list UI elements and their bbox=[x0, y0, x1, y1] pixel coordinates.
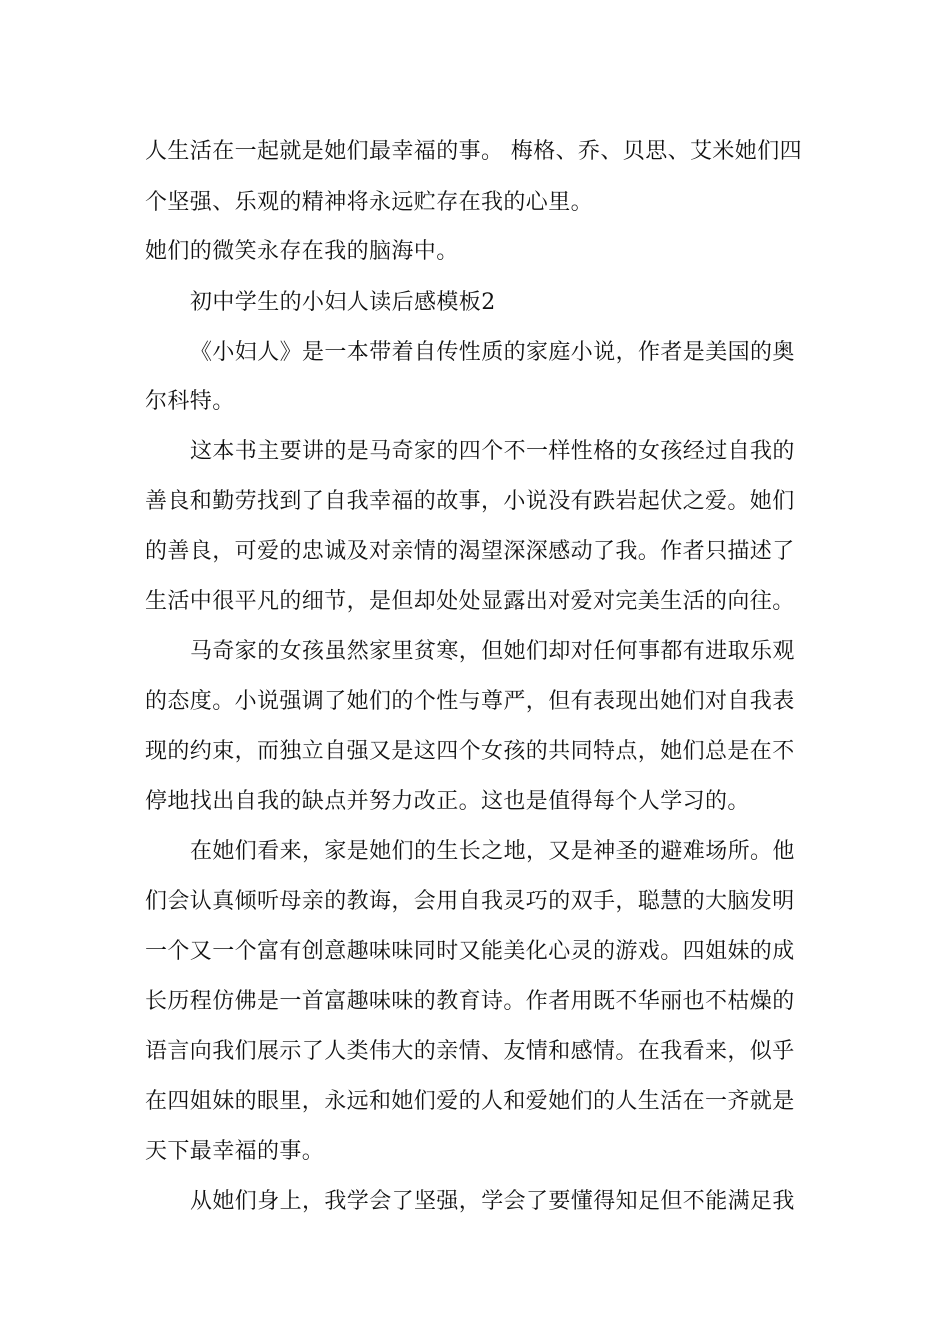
paragraph-line: 生活中很平凡的细节，是但却处处显露出对爱对完美生活的向往。 bbox=[145, 589, 795, 614]
paragraph-line: 天下最幸福的事。 bbox=[145, 1139, 325, 1164]
text-line: 个坚强、乐观的精神将永远贮存在我的心里。 bbox=[145, 190, 594, 215]
paragraph-line: 尔科特。 bbox=[145, 389, 235, 414]
text-line: 她们的微笑永存在我的脑海中。 bbox=[145, 239, 459, 264]
paragraph-line: 从她们身上，我学会了坚强，学会了要懂得知足但不能满足我 bbox=[190, 1189, 795, 1214]
paragraph-line: 长历程仿佛是一首富趣味味的教育诗。作者用既不华丽也不枯燥的 bbox=[145, 989, 795, 1014]
paragraph-line: 善良和勤劳找到了自我幸福的故事，小说没有跌岩起伏之爱。她们 bbox=[145, 489, 795, 514]
paragraph-line: 现的约束，而独立自强又是这四个女孩的共同特点，她们总是在不 bbox=[145, 739, 795, 764]
section-heading: 初中学生的小妇人读后感模板2 bbox=[190, 290, 496, 315]
paragraph-line: 在四姐妹的眼里，永远和她们爱的人和爱她们的人生活在一齐就是 bbox=[145, 1089, 795, 1114]
paragraph-line: 们会认真倾听母亲的教诲，会用自我灵巧的双手，聪慧的大脑发明 bbox=[145, 889, 795, 914]
paragraph-line: 一个又一个富有创意趣味味同时又能美化心灵的游戏。四姐妹的成 bbox=[145, 939, 795, 964]
paragraph-line: 马奇家的女孩虽然家里贫寒，但她们却对任何事都有进取乐观 bbox=[190, 639, 795, 664]
paragraph-line: 的态度。小说强调了她们的个性与尊严，但有表现出她们对自我表 bbox=[145, 689, 795, 714]
paragraph-line: 停地找出自我的缺点并努力改正。这也是值得每个人学习的。 bbox=[145, 789, 750, 814]
paragraph-line: 这本书主要讲的是马奇家的四个不一样性格的女孩经过自我的 bbox=[190, 439, 795, 464]
paragraph-line: 《小妇人》是一本带着自传性质的家庭小说，作者是美国的奥 bbox=[190, 340, 795, 365]
paragraph-line: 的善良，可爱的忠诚及对亲情的渴望深深感动了我。作者只描述了 bbox=[145, 539, 795, 564]
paragraph-line: 在她们看来，家是她们的生长之地，又是神圣的避难场所。他 bbox=[190, 839, 795, 864]
paragraph-line: 语言向我们展示了人类伟大的亲情、友情和感情。在我看来，似乎 bbox=[145, 1039, 795, 1064]
text-line: 人生活在一起就是她们最幸福的事。 梅格、乔、贝思、艾米她们四 bbox=[145, 139, 802, 164]
